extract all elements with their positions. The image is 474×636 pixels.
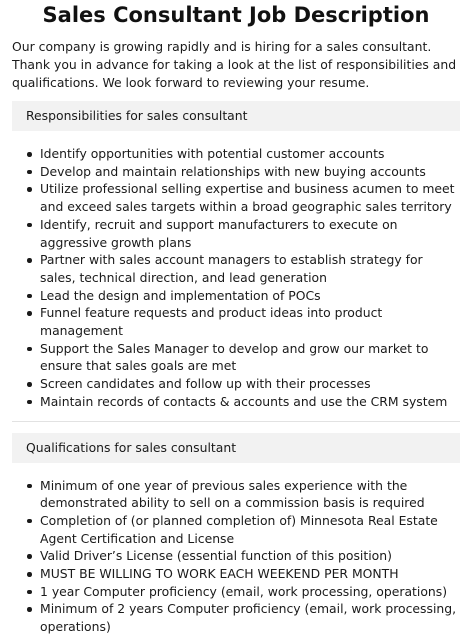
job-description-page bbox=[0, 1, 474, 636]
list-item: Utilize professional selling expertise and business acumen to meet and exceed sales targets within a broad geographic sales territory bbox=[40, 180, 460, 215]
section-divider bbox=[12, 421, 460, 422]
list-item: 1 year Computer proficiency (email, work processing, operations) bbox=[40, 583, 460, 601]
list-item: Identify, recruit and support manufacturers to execute on aggressive growth plans bbox=[40, 216, 460, 251]
qualifications-heading: Qualifications for sales consultant bbox=[12, 433, 460, 463]
list-item: Identify opportunities with potential customer accounts bbox=[40, 145, 460, 163]
list-item: Maintain records of contacts & accounts and use the CRM system bbox=[40, 393, 460, 411]
responsibilities-list bbox=[12, 145, 460, 411]
list-item: MUST BE WILLING TO WORK EACH WEEKEND PER MONTH bbox=[40, 565, 460, 583]
list-item: Develop and maintain relationships with new buying accounts bbox=[40, 163, 460, 181]
list-item: Screen candidates and follow up with their processes bbox=[40, 375, 460, 393]
list-item: Funnel feature requests and product ideas into product management bbox=[40, 304, 460, 339]
list-item: Minimum of 2 years Computer proficiency (email, work processing, operations) bbox=[40, 600, 460, 635]
list-item: Valid Driver’s License (essential function of this position) bbox=[40, 547, 460, 565]
qualifications-list bbox=[12, 477, 460, 636]
responsibilities-heading: Responsibilities for sales consultant bbox=[12, 101, 460, 131]
list-item: Support the Sales Manager to develop and grow our market to ensure that sales goals are met bbox=[40, 340, 460, 375]
list-item: Lead the design and implementation of POCs bbox=[40, 287, 460, 305]
intro-paragraph: Our company is growing rapidly and is hiring for a sales consultant. Thank you in advance for taking a look at the list of responsibilities and qualifications. We look forward to reviewing your resume. bbox=[12, 39, 457, 90]
list-item: Minimum of one year of previous sales experience with the demonstrated ability to sell on a commission basis is required bbox=[40, 477, 460, 512]
list-item: Partner with sales account managers to establish strategy for sales, technical direction, and lead generation bbox=[40, 251, 460, 286]
page-title: Sales Consultant Job Description bbox=[42, 3, 430, 27]
list-item: Completion of (or planned completion of) Minnesota Real Estate Agent Certification and License bbox=[40, 512, 460, 547]
